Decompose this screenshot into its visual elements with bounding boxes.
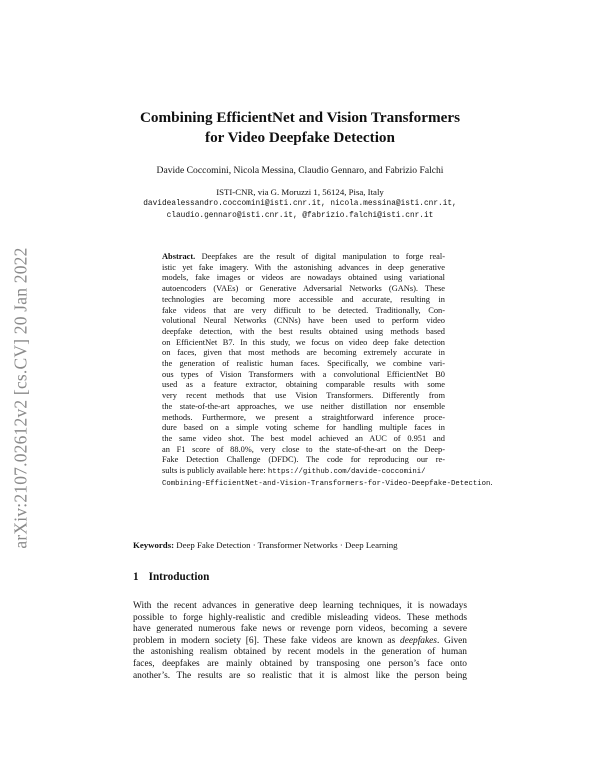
abstract-line: sults is publicly available here: https://github.com/davide-coccomini/	[162, 466, 426, 477]
body-line: have generated numerous fake news or revenge porn videos, becoming a severe	[133, 624, 467, 635]
body-line: the astonishing realism obtained by recent models in the generation of human	[133, 647, 467, 658]
introduction-body	[133, 601, 467, 682]
arxiv-identifier: arXiv:2107.02612v2 [cs.CV] 20 Jan 2022	[10, 247, 31, 549]
affiliation-address: ISTI-CNR, via G. Moruzzi 1, 56124, Pisa, Italy	[216, 187, 384, 197]
abstract	[162, 252, 493, 489]
abstract-line: Fake Detection Challenge (DFDC). The code for reproducing our re-	[162, 455, 445, 465]
abstract-line: Combining-EfficientNet-and-Vision-Transformers-for-Video-Deepfake-Detection.	[162, 477, 493, 488]
section-number: 1	[133, 571, 139, 583]
abstract-line: the state-of-the-art approaches, we use neither distillation nor ensemble	[162, 401, 445, 411]
abstract-line: fake videos that are very difficult to be detected. Traditionally, Con-	[162, 305, 445, 315]
keywords-label: Keywords:	[133, 540, 175, 550]
abstract-line: on faces, given that most methods are becoming extremely accurate in	[162, 348, 445, 358]
abstract-line: ous types of Vision Transformers with a convolutional EfficientNet B0	[162, 369, 445, 379]
abstract-line: very recent methods that use Vision Transformers. Differently from	[162, 391, 445, 401]
abstract-line: volutional Neural Networks (CNNs) have been used to perform video	[162, 316, 445, 326]
code-url-part-1[interactable]: https://github.com/davide-coccomini/	[267, 468, 426, 477]
title-line-1: Combining EfficientNet and Vision Transformers	[139, 109, 461, 126]
abstract-line: on EfficientNet B7. In this study, we focus on video deep fake detection	[162, 337, 445, 347]
abstract-line: deepfake detection, with the best results obtained using methods based	[162, 326, 445, 336]
affiliation-block	[120, 187, 480, 222]
code-url-part-2[interactable]: Combining-EfficientNet-and-Vision-Transformers-for-Video-Deepfake-Detection	[162, 479, 491, 488]
abstract-line: Abstract. Deepfakes are the result of digital manipulation to forge real-	[162, 252, 445, 261]
abstract-line: istic yet fake imagery. With the astonishing advances in deep generative	[162, 262, 445, 272]
abstract-line: dure based on a simple voting scheme for handling multiple faces in	[162, 423, 445, 433]
body-line: With the recent advances in generative deep learning techniques, it is nowadays	[133, 601, 467, 611]
body-line: faces, deepfakes are mainly obtained by transposing one person’s face onto	[133, 658, 467, 669]
email-line-1: davidealessandro.coccomini@isti.cnr.it, nicola.messina@isti.cnr.it,	[143, 199, 457, 208]
body-line: possible to forge highly-realistic and credible misleading videos. These methods	[133, 612, 467, 623]
abstract-line: technologies are becoming more accessible and accurate, resulting in	[162, 294, 445, 304]
title-line-2: for Video Deepfake Detection	[205, 129, 395, 146]
arxiv-sidebar-stamp	[10, 204, 32, 592]
deepfakes-term: deepfakes	[400, 635, 437, 646]
abstract-line: autoencoders (VAEs) or Generative Adversarial Networks (GANs). These	[162, 284, 445, 294]
abstract-line: the generation of realistic human faces. Specifically, we combine vari-	[162, 359, 445, 369]
email-line-2: claudio.gennaro@isti.cnr.it, @fabrizio.falchi@isti.cnr.it	[166, 211, 434, 220]
abstract-line: methods. Furthermore, we present a straightforward inference proce-	[162, 412, 445, 422]
abstract-line: an F1 score of 88.0%, very close to the state-of-the-art on the Deep-	[162, 444, 445, 454]
paper-title	[120, 108, 480, 148]
keywords	[133, 540, 398, 550]
author-list: Davide Coccomini, Nicola Messina, Claudio Gennaro, and Fabrizio Falchi	[156, 165, 444, 176]
abstract-line: models, fake images or videos are nowadays obtained using variational	[162, 273, 445, 283]
abstract-label: Abstract.	[162, 252, 196, 261]
section-title: Introduction	[148, 571, 210, 583]
section-heading-introduction	[133, 571, 209, 583]
keywords-text: Deep Fake Detection · Transformer Networks · Deep Learning	[174, 540, 398, 550]
body-line: another’s. The results are so realistic that it is almost like the person being	[133, 670, 467, 681]
abstract-line: used as a feature extractor, obtaining comparable results with some	[162, 380, 445, 390]
abstract-line: the same video shot. The best model achieved an AUC of 0.951 and	[162, 433, 445, 443]
body-line: problem in modern society [6]. These fake videos are known as deepfakes. Given	[133, 635, 467, 646]
